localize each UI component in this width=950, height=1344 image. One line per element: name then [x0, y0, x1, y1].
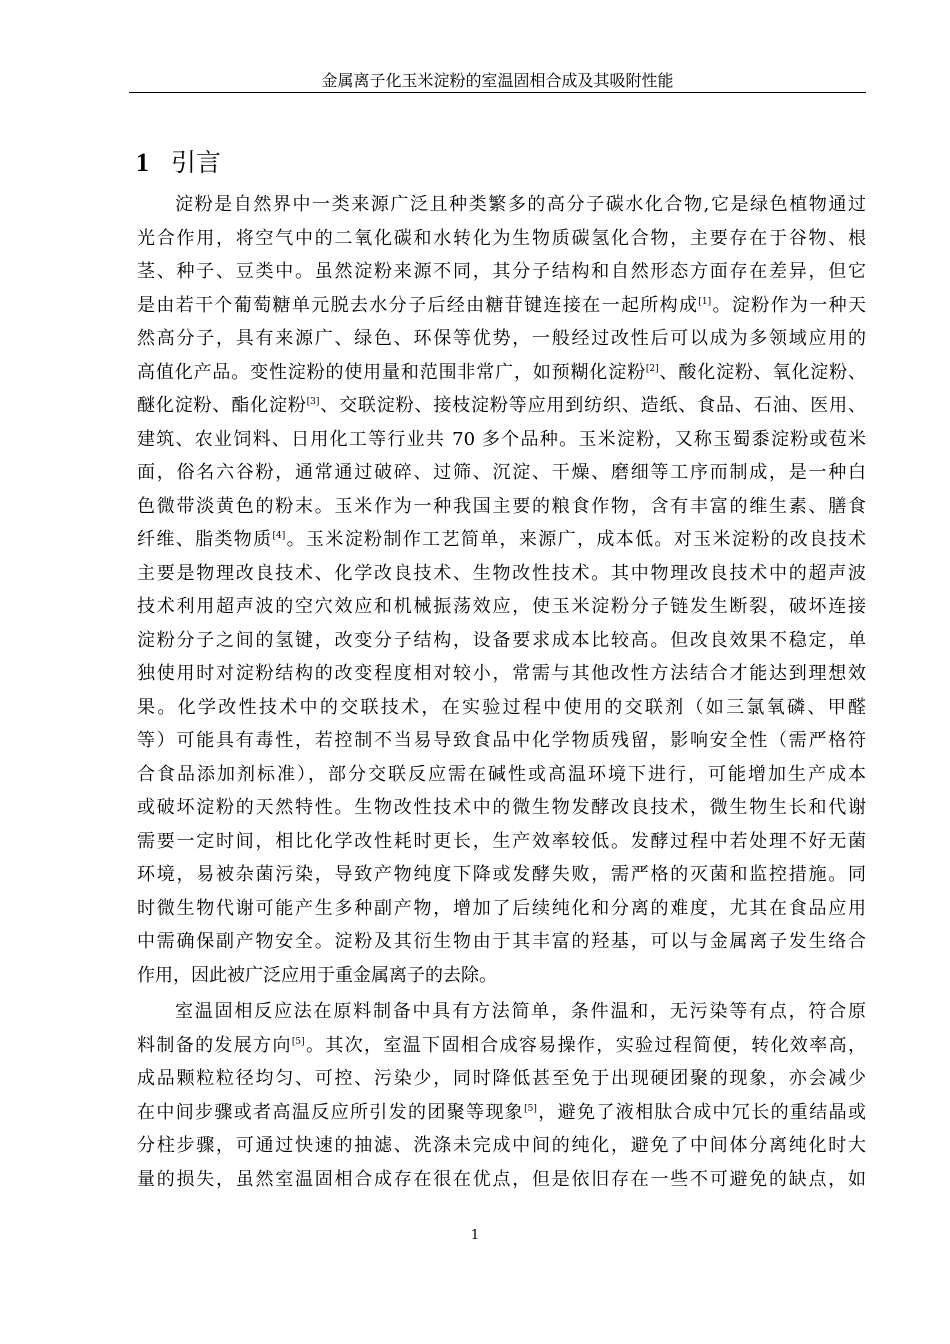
text-run: 果。化学改性技术中的交联技术，在实验过程中使用的交联剂（如三氯氧磷、甲醛: [137, 696, 866, 718]
text-run: 技术利用超声波的空穴效应和机械振荡效应，使玉米淀粉分子链发生断裂，破坏连接: [137, 596, 866, 617]
text-run: 中需确保副产物安全。淀粉及其衍生物由于其丰富的羟基，可以与金属离子发生络合: [137, 931, 866, 952]
text-line: [137, 456, 866, 490]
text-line: [137, 995, 866, 1029]
section-heading: [136, 143, 221, 183]
citation-ref: [4]: [272, 531, 286, 541]
text-run: 等）可能具有毒性，若控制不当易导致食品中化学物质残留，影响安全性（需严格符: [137, 730, 866, 751]
text-run: 时微生物代谢可能产生多种副产物，增加了后续纯化和分离的难度，尤其在食品应用: [137, 897, 866, 919]
text-run: 环境，易被杂菌污染，导致产物纯度下降或发酵失败，需严格的灭菌和监控措施。同: [137, 864, 866, 885]
citation-ref: [1]: [698, 296, 712, 307]
text-line: [137, 791, 866, 825]
text-run: 在中间步骤或者高温反应所引发的团聚等现象: [137, 1101, 525, 1123]
paragraph-solid-phase-method: [137, 995, 866, 1196]
text-run: 量的损失，虽然室温固相合成存在很在优点，但是依旧存在一些不可避免的缺点，如: [137, 1168, 866, 1190]
text-run: 光合作用，将空气中的二氧化碳和水转化为生物质碳氢化合物，主要存在于谷物、根: [137, 227, 866, 249]
text-run: 。淀粉作为一种天: [711, 294, 866, 316]
text-run: 建筑、农业饲料、日用化工等行业共 70 多个品种。玉米淀粉，又称玉蜀黍淀粉或苞米: [137, 428, 866, 450]
text-line: [137, 490, 866, 524]
text-run: 成品颗粒粒径均匀、可控、污染少，同时降低甚至免于出现硬团聚的现象，亦会减少: [137, 1068, 866, 1089]
text-line: [137, 1163, 866, 1197]
text-line: [137, 657, 866, 691]
text-run: 料制备的发展方向: [137, 1034, 292, 1056]
text-line: [137, 1062, 866, 1096]
text-line: [137, 322, 866, 356]
text-run: 纤维、脂类物质: [137, 529, 273, 550]
section-title: 引言: [171, 148, 222, 177]
text-line: [137, 188, 866, 222]
text-line: [137, 523, 866, 557]
text-run: 主要是物理改良技术、化学改良技术、生物改性技术。其中物理改良技术中的超声波: [137, 562, 866, 584]
text-line: [137, 624, 866, 658]
text-run: 。其次，室温下固相合成容易操作，实验过程简便，转化效率高，: [304, 1034, 866, 1056]
text-line: [137, 590, 866, 624]
text-line: [137, 925, 866, 959]
text-run: 醚化淀粉、酯化淀粉: [137, 395, 307, 416]
text-line: [137, 892, 866, 926]
text-line: [137, 289, 866, 323]
text-line: [137, 1029, 866, 1063]
text-run: 、酸化淀粉、氧化淀粉、: [658, 361, 866, 383]
text-run: 色微带淡黄色的粉末。玉米作为一种我国主要的粮食作物，含有丰富的维生素、膳食: [137, 495, 866, 517]
citation-ref: [2]: [645, 363, 659, 374]
text-line: [137, 1096, 866, 1130]
text-run: ，避免了液相肽合成中冗长的重结晶或: [536, 1101, 866, 1123]
text-line: [137, 389, 866, 423]
text-run: 或破坏淀粉的天然特性。生物改性技术中的微生物发酵改良技术，微生物生长和代谢: [137, 797, 866, 818]
page-number: 1: [470, 1228, 480, 1243]
text-run: 然高分子，具有来源广、绿色、环保等优势，一般经过改性后可以成为多领域应用的: [137, 328, 866, 349]
text-line: [137, 356, 866, 390]
text-line: [137, 557, 866, 591]
citation-ref: [5]: [524, 1103, 537, 1114]
text-line: [137, 222, 866, 256]
text-run: 室温固相反应法在原料制备中具有方法简单，条件温和，无污染等有点，符合原: [175, 1001, 866, 1022]
text-run: 分柱步骤，可通过快速的抽滤、洗涤未完成中间的纯化，避免了中间体分离纯化时大: [137, 1135, 866, 1156]
text-line: [137, 1129, 866, 1163]
text-line: [137, 691, 866, 725]
text-run: 淀粉是自然界中一类来源广泛且种类繁多的高分子碳水化合物,它是绿色植物通过: [175, 194, 866, 215]
text-run: 高值化产品。变性淀粉的使用量和范围非常广，如预糊化淀粉: [137, 361, 646, 383]
text-run: 。玉米淀粉制作工艺简单，来源广，成本低。对玉米淀粉的改良技术: [285, 529, 866, 550]
text-run: 作用，因此被广泛应用于重金属离子的去除。: [137, 964, 497, 986]
text-line: [137, 825, 866, 859]
text-line: [137, 858, 866, 892]
running-header-title: 金属离子化玉米淀粉的室温固相合成及其吸附性能: [321, 71, 674, 90]
text-run: 独使用时对淀粉结构的改变程度相对较小，常需与其他改性方法结合才能达到理想效: [137, 663, 866, 684]
text-line: [137, 423, 866, 457]
section-number: 1: [136, 148, 149, 177]
text-line: [137, 758, 866, 792]
text-line: [137, 959, 866, 993]
text-run: 淀粉分子之间的氢键，改变分子结构，设备要求成本比较高。但改良效果不稳定，单: [137, 629, 866, 651]
citation-ref: [3]: [306, 397, 320, 407]
text-run: 、交联淀粉、接枝淀粉等应用到纺织、造纸、食品、石油、医用、: [319, 395, 866, 416]
text-run: 面，俗名六谷粉，通常通过破碎、过筛、沉淀、干燥、磨细等工序而制成，是一种白: [137, 462, 866, 483]
text-run: 合食品添加剂标准），部分交联反应需在碱性或高温环境下进行，可能增加生产成本: [137, 763, 866, 785]
text-run: 茎、种子、豆类中。虽然淀粉来源不同，其分子结构和自然形态方面存在差异，但它: [137, 261, 866, 282]
paragraph-introduction: [137, 188, 866, 992]
text-run: 需要一定时间，相比化学改性耗时更长，生产效率较低。发酵过程中若处理不好无菌: [137, 830, 866, 852]
running-header: [129, 70, 866, 93]
text-line: [137, 255, 866, 289]
citation-ref: [5]: [291, 1036, 305, 1047]
text-line: [137, 724, 866, 758]
text-run: 是由若干个葡萄糖单元脱去水分子后经由糖苷键连接在一起所构成: [137, 294, 699, 316]
